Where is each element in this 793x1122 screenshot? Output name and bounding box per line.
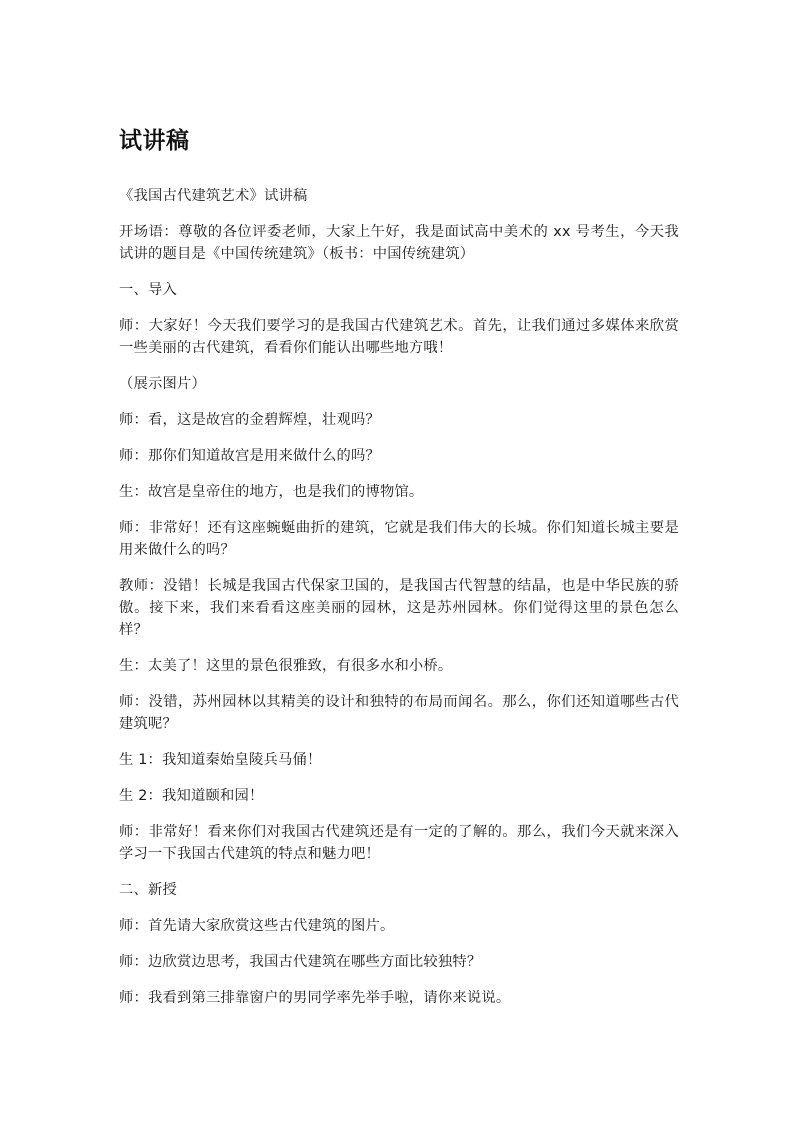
paragraph: 生 1：我知道秦始皇陵兵马俑！ bbox=[119, 752, 322, 768]
paragraph: 生：太美了！这里的景色很雅致，有很多水和小桥。 bbox=[119, 658, 453, 674]
section-heading-new-lesson: 二、新授 bbox=[119, 882, 177, 898]
paragraph: （展示图片） bbox=[119, 376, 206, 392]
paragraph: 师：边欣赏边思考，我国古代建筑在哪些方面比较独特？ bbox=[119, 954, 482, 970]
page-title: 试讲稿 bbox=[119, 128, 190, 154]
paragraph: 师：非常好！还有这座蜿蜒曲折的建筑，它就是我们伟大的长城。你们知道长城主要是用来做什么的吗？ bbox=[119, 520, 679, 558]
paragraph: 师：我看到第三排靠窗户的男同学率先举手啦，请你来说说。 bbox=[119, 990, 511, 1006]
paragraph: 师：没错，苏州园林以其精美的设计和独特的布局而闻名。那么，你们还知道哪些古代建筑呢？ bbox=[119, 694, 679, 732]
paragraph: 生 2：我知道颐和园！ bbox=[119, 788, 264, 804]
paragraph: 师：看，这是故宫的金碧辉煌，壮观吗？ bbox=[119, 412, 380, 428]
paragraph: 师：非常好！看来你们对我国古代建筑还是有一定的了解的。那么，我们今天就来深入学习一下我国古代建筑的特点和魅力吧！ bbox=[119, 824, 679, 862]
section-heading-intro: 一、导入 bbox=[119, 282, 177, 298]
paragraph: 教师：没错！长城是我国古代保家卫国的，是我国古代智慧的结晶，也是中华民族的骄傲。接下来，我们来看看这座美丽的园林，这是苏州园林。你们觉得这里的景色怎么样？ bbox=[119, 578, 679, 638]
paragraph-opening: 开场语：尊敬的各位评委老师，大家上午好，我是面试高中美术的 xx 号考生，今天我试讲的题目是《中国传统建筑》（板书：中国传统建筑） bbox=[119, 224, 679, 262]
paragraph: 师：大家好！今天我们要学习的是我国古代建筑艺术。首先，让我们通过多媒体来欣赏一些美丽的古代建筑，看看你们能认出哪些地方哦！ bbox=[119, 318, 679, 356]
paragraph-subtitle: 《我国古代建筑艺术》试讲稿 bbox=[119, 188, 308, 204]
paragraph: 师：首先请大家欣赏这些古代建筑的图片。 bbox=[119, 918, 395, 934]
paragraph: 师：那你们知道故宫是用来做什么的吗？ bbox=[119, 448, 380, 464]
document-body bbox=[119, 185, 679, 1023]
paragraph: 生：故宫是皇帝住的地方，也是我们的博物馆。 bbox=[119, 484, 424, 500]
